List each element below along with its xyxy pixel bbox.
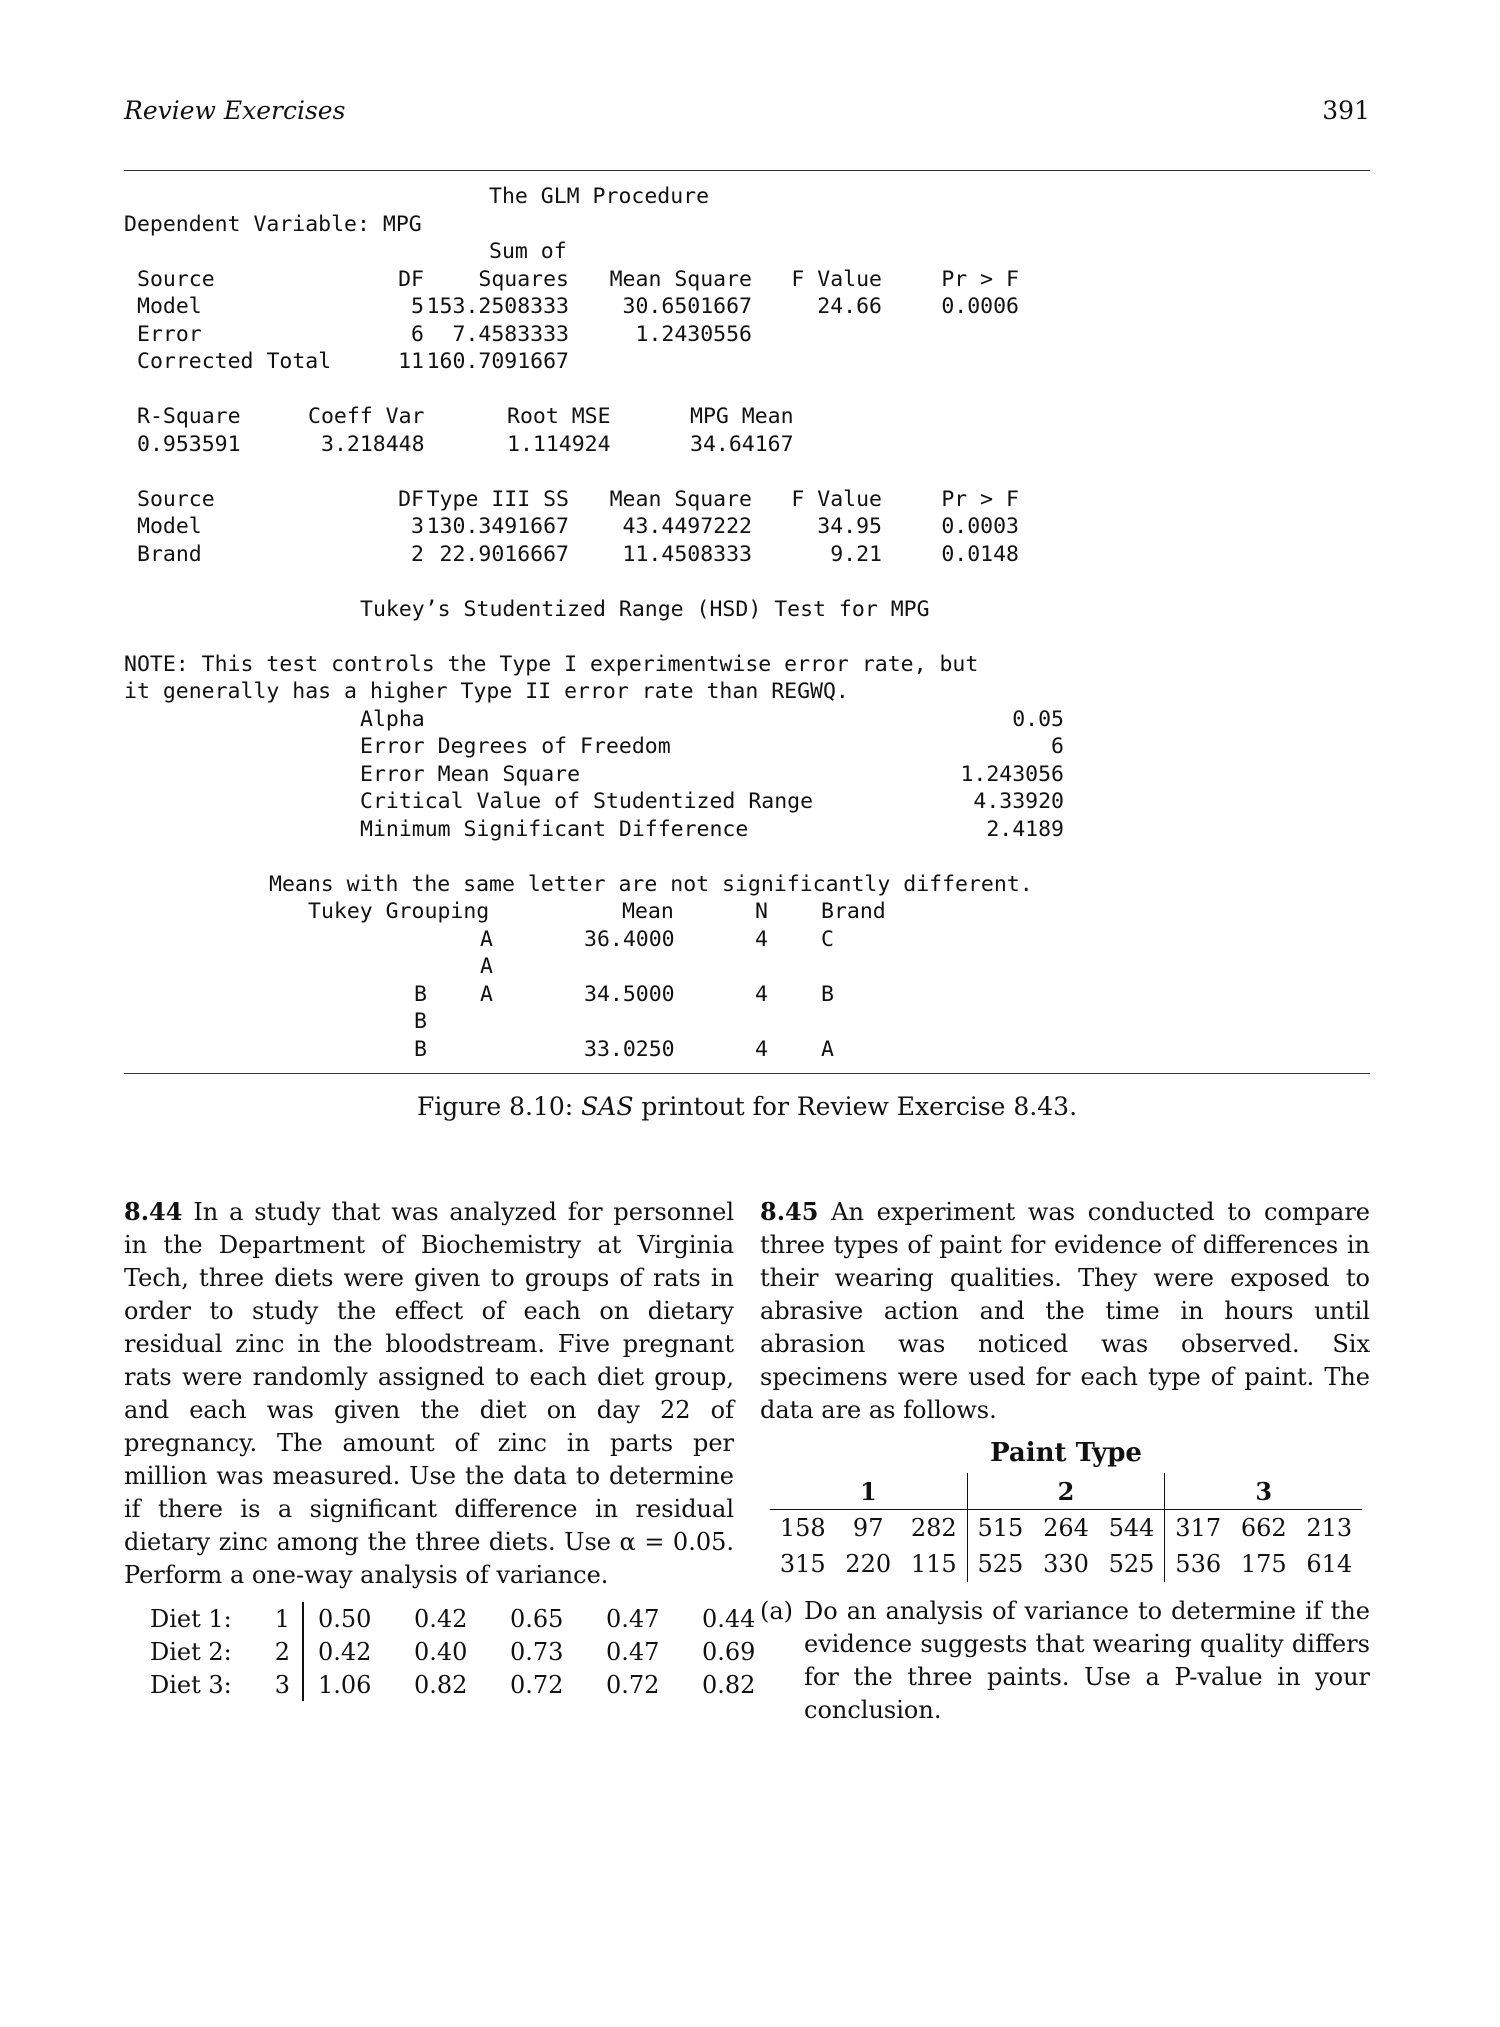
running-head: Review Exercises	[124, 96, 346, 125]
anova-header-row: Source DF Squares Mean Square F Value Pr > F	[137, 266, 1019, 292]
exercise-8-45	[760, 1195, 1370, 1427]
grouping-header-row: Tukey Grouping Mean N Brand	[308, 899, 886, 924]
anova-row-corrected-total: Corrected Total 11 160.7091667	[137, 349, 569, 374]
exercise-text: An experiment was conducted to compare three types of paint for evidence of differences in their wearing qualities. They were exposed to abrasive action and the time in hours until abrasion was noticed was observed. Six specimens were used for each type of paint. The data are as follows.	[760, 1198, 1370, 1424]
grouping-row: B A 34.5000 4 B	[414, 981, 834, 1007]
anova-row-model: Model 5 153.2508333 30.6501667 24.66 0.0006	[137, 294, 1019, 319]
grouping-row: B	[414, 1009, 427, 1034]
exercise-text: In a study that was analyzed for personnel in the Department of Biochemistry at Virginia Tech, three diets were given to groups of rats in order to study the effect of each on dietary residual zinc in the bloodstream. Five pregnant rats were randomly assigned to each diet group, and each was given the diet on day 22 of pregnancy. The amount of zinc in parts per million was measured. Use the data to determine if there is a significant difference in residual dietary zinc among the three diets. Use α = 0.05. Perform a one-way analysis of variance.	[124, 1198, 734, 1589]
paint-data-table	[770, 1473, 1362, 1582]
part-a	[760, 1595, 1370, 1727]
anova-row-error: Error 6 7.4583333 1.2430556	[137, 321, 752, 347]
dependent-variable: Dependent Variable: MPG	[124, 211, 422, 237]
exercise-number: 8.44	[124, 1197, 183, 1226]
part-a-label: (a)	[760, 1597, 794, 1625]
type3-header-row: Source DF Type III SS Mean Square F Value Pr > F	[137, 486, 1019, 512]
procedure-title: The GLM Procedure	[489, 184, 710, 209]
param-error-df: Error Degrees of Freedom 6	[360, 734, 1064, 759]
sas-printout	[124, 183, 1370, 1063]
diet-row: Diet 2: 2 0.42 0.40 0.73 0.47 0.69	[150, 1635, 784, 1668]
means-note: Means with the same letter are not significantly different.	[269, 871, 1033, 897]
note-line-2: it generally has a higher Type II error rate than REGWQ.	[124, 679, 849, 704]
diet-row: Diet 3: 3 1.06 0.82 0.72 0.72 0.82	[150, 1668, 784, 1701]
fit-value-row: 0.953591 3.218448 1.114924 34.64167	[137, 431, 794, 457]
type3-row-brand: Brand 2 22.9016667 11.4508333 9.21 0.0148	[137, 541, 1019, 567]
fit-header-row: R-Square Coeff Var Root MSE MPG Mean	[137, 404, 794, 429]
part-a-text: Do an analysis of variance to determine if the evidence suggests that wearing quality differs for the three paints. Use a P-value in your conclusion.	[804, 1597, 1370, 1724]
grouping-row: A	[480, 954, 493, 979]
bottom-rule	[124, 1073, 1370, 1074]
paint-row: 315 220 115 525 330 525 536 175 614	[770, 1546, 1362, 1582]
param-min-sig-diff: Minimum Significant Difference 2.4189	[360, 816, 1064, 842]
anova-header-sum-of: Sum of	[489, 239, 567, 264]
diet-row: Diet 1: 1 0.50 0.42 0.65 0.47 0.44	[150, 1602, 784, 1635]
exercise-number: 8.45	[760, 1197, 819, 1226]
note-line-1: NOTE: This test controls the Type I experimentwise error rate, but	[124, 651, 979, 677]
grouping-row: A 36.4000 4 C	[480, 926, 834, 952]
page-number: 391	[1322, 96, 1370, 125]
grouping-row: B 33.0250 4 A	[414, 1036, 834, 1062]
exercise-8-44	[124, 1195, 734, 1592]
type3-row-model: Model 3 130.3491667 43.4497222 34.95 0.0003	[137, 514, 1019, 539]
param-critical-value: Critical Value of Studentized Range 4.33920	[360, 789, 1064, 814]
param-error-mean-square: Error Mean Square 1.243056	[360, 761, 1064, 787]
paint-row: 158 97 282 515 264 544 317 662 213	[770, 1510, 1362, 1547]
paint-header-row: 1 2 3	[770, 1473, 1362, 1510]
figure-caption: Figure 8.10: SAS printout for Review Exercise 8.43.	[416, 1092, 1078, 1121]
tukey-title: Tukey’s Studentized Range (HSD) Test for MPG	[360, 596, 930, 622]
diet-data-table	[150, 1602, 784, 1701]
paint-table-title: Paint Type	[990, 1438, 1142, 1468]
param-alpha: Alpha 0.05	[360, 706, 1064, 732]
top-rule	[124, 170, 1370, 171]
